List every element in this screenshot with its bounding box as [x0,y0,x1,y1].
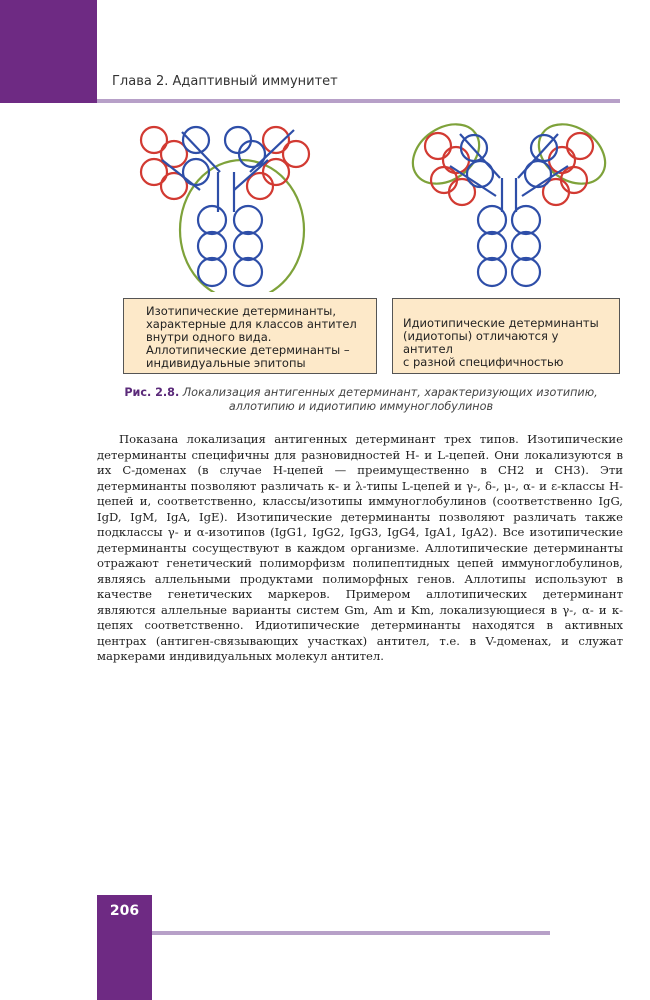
page-number: 206 [109,903,140,919]
isotype-caption-line: характерные для классов антител [146,317,357,331]
idiotype-caption-line: (идиотопы) отличаются у антител [403,329,559,356]
isotype-caption-line: Изотипические детерминанты, [146,304,337,318]
chapter-header-title: Глава 2. Адаптивный иммунитет [112,74,338,89]
figure-number: Рис. 2.8. [124,386,180,399]
header-divider [97,99,620,103]
allotype-caption-line: Аллотипические детерминанты – [146,343,350,357]
footer-divider [152,931,550,935]
body-paragraph: Показана локализация антигенных детерминант трех типов. Изотипические детерминанты специфичны для разновидностей H- и L-цепей. Они локализуются в их C-доменах (в случае H-цепей — преимущественно в CH2 и CH3). Эти детерминанты позволяют различать κ- и λ-типы L-цепей и γ-, δ-, μ-, α- и ε-классы H-цепей и, соответственно, классы/изотипы иммуноглобулинов (соответственно IgG, IgD, IgM, IgA, IgE). Изотипические детерминанты позволяют различать также подклассы γ- и α-изотипов (IgG1, IgG2, IgG3, IgG4, IgA1, IgA2). Все изотипические детерминанты сосуществуют в каждом организме. Аллотипические детерминанты отражают генетический полиморфизм полипептидных цепей иммуноглобулинов, являясь аллельными продуктами полиморфных генов. Аллотипы используют в качестве генетических маркеров. Примером аллотипических детерминант являются аллельные варианты систем Gm, Am и Km, локализующиеся в γ-, α- и κ-цепях соответственно. Идиотипические детерминанты находятся в активных центрах (антиген-связывающих участках) антител, т.е. в V-доменах, и служат маркерами индивидуальных молекул антител. [97,432,623,663]
antibody-left [141,127,309,292]
allotype-caption-line: индивидуальные эпитопы [146,356,306,370]
antibody-figure [100,112,640,292]
figure-caption [100,386,622,414]
body-text [97,432,623,665]
isotype-caption-box [123,298,377,374]
idiotype-caption-box [392,298,620,374]
figure-caption-text: Локализация антигенных детерминант, характеризующих изотипию, аллотипию и идиотипию иммуноглобулинов [182,386,598,413]
footer-side-area [0,895,97,1000]
isotype-caption-line: внутри одного вида. [146,330,272,344]
idiotype-caption-line: с разной специфичностью [403,355,564,369]
chapter-side-bar [0,0,97,103]
antibody-right [402,112,617,286]
idiotype-caption-line: Идиотипические детерминанты [403,316,599,330]
